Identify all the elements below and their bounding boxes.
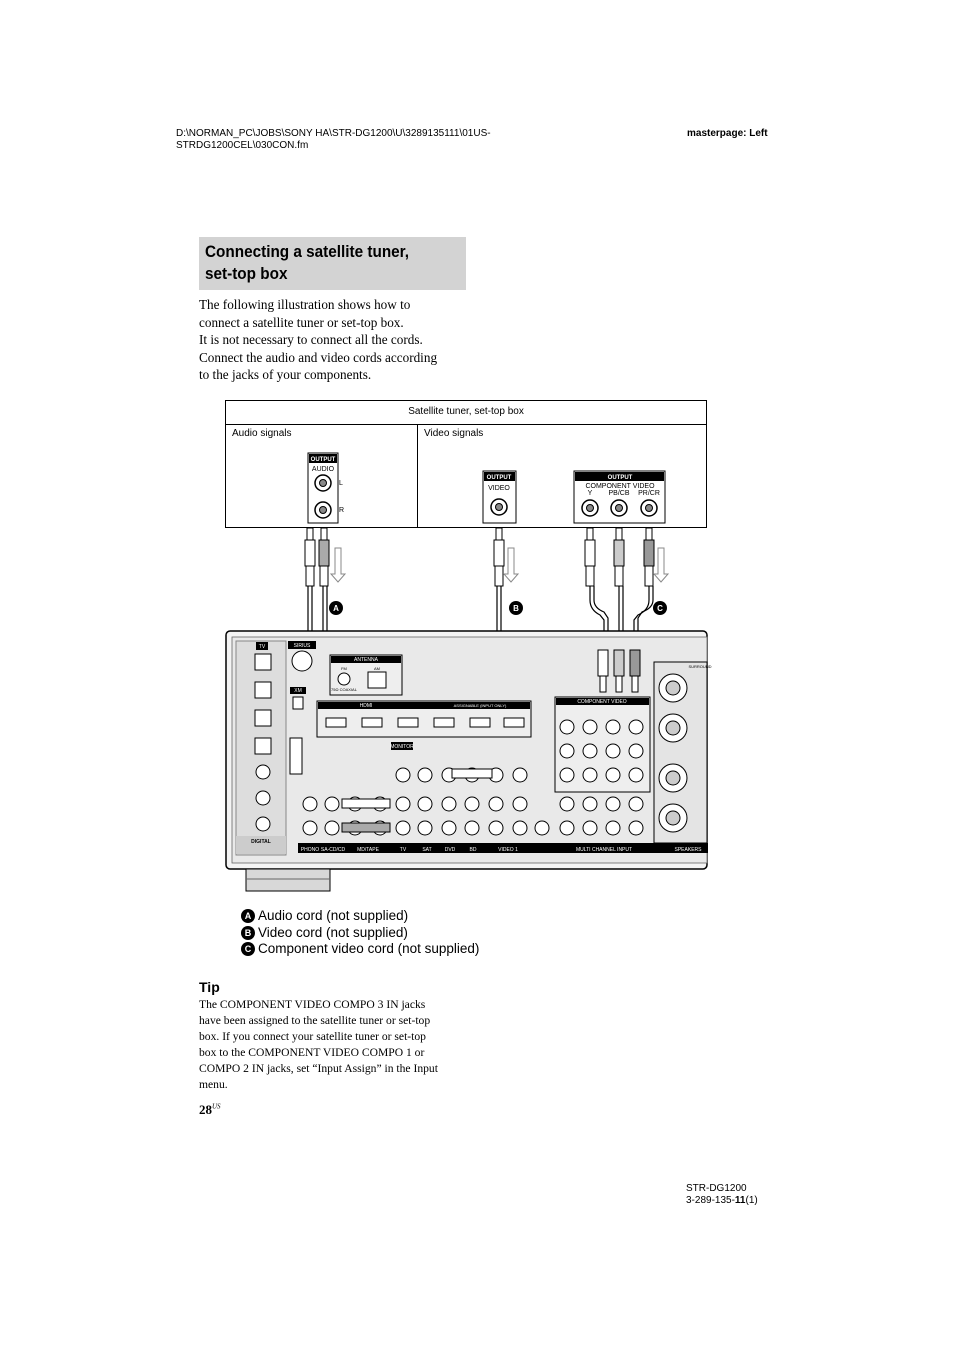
legend-c-badge: C [241,942,255,956]
tip-line: box to the COMPONENT VIDEO COMPO 1 or [199,1046,425,1059]
footer-block [686,1183,758,1207]
hdmi-assignable-label: ASSIGNABLE (INPUT ONLY) [453,703,507,708]
component-output-panel [574,471,665,523]
tip-heading: Tip [199,979,220,995]
file-path-line-2: STRDG1200CEL\030CON.fm [176,140,309,151]
hdmi-label: HDMI [359,703,373,709]
intro-line: Connect the audio and video cords according [199,349,438,365]
legend-item-c [241,941,479,958]
audio-label: AUDIO [311,466,335,473]
audio-output-label: OUTPUT [310,457,336,463]
sirius-label: SIRIUS [293,643,311,649]
pr-label: PR/CR [638,490,660,497]
video-output-label: OUTPUT [486,475,512,481]
coaxial-label: 75Ω COAXIAL [331,687,357,692]
tip-line: The COMPONENT VIDEO COMPO 3 IN jacks [199,998,426,1011]
cord-legend [241,908,479,958]
video1-label: VIDEO 1 [498,847,518,853]
antenna-label: ANTENNA [354,657,378,663]
tip-paragraph [199,997,438,1093]
tip-line: box. If you connect your satellite tuner or set-top [199,1030,426,1043]
legend-c-text: Component video cord (not supplied) [258,941,480,956]
fm-label: FM [341,666,347,671]
video-plug [494,528,518,586]
device-title: Satellite tuner, set-top box [226,401,706,425]
dvd-label: DVD [444,847,456,853]
sacd-label: SA-CD/CD [320,847,346,853]
legend-b-text: Video cord (not supplied) [258,924,408,940]
receiver-tv-label: TV [399,847,407,853]
video-signals-label: Video signals [424,428,484,439]
component-video-label: COMPONENT VIDEO [585,483,655,490]
marker-b [509,601,523,615]
component-output-label: OUTPUT [607,475,633,481]
masterpage-label: masterpage: Left [687,128,768,139]
audio-signals-label: Audio signals [232,428,292,439]
audio-l-label: L [339,480,343,487]
audio-plugs [305,528,345,586]
monitor-label: MONITOR [390,744,414,750]
tip-line: menu. [199,1078,228,1091]
marker-c-label: C [657,604,663,613]
legend-a-text: Audio cord (not supplied) [258,908,409,923]
marker-a [329,601,343,615]
legend-a-badge: A [241,909,255,923]
md-tape-label: MD/TAPE [357,847,379,853]
tip-line: have been assigned to the satellite tuner or set-top [199,1014,431,1027]
legend-item-a [241,908,479,925]
intro-line: to the jacks of your components. [199,367,372,382]
video-label: VIDEO [488,485,510,492]
page-number-suffix: US [212,1102,221,1111]
page-number-value: 28 [199,1102,212,1117]
audio-output-panel [308,453,344,523]
bd-label: BD [469,847,477,853]
xm-label: XM [294,688,302,694]
video-output-panel [483,471,516,523]
footer-code-prefix: 3-289-135- [686,1195,735,1206]
file-path-line-1: D:\NORMAN_PC\JOBS\SONY HA\STR-DG1200\U\3289135111\01US- [176,128,491,139]
legend-item-b [241,925,479,942]
footer-model: STR-DG1200 [686,1183,747,1194]
page-number [199,1102,221,1118]
section-title: Connecting a satellite tuner, set-top box [205,242,410,283]
digital-label: DIGITAL [251,839,271,845]
legend-b-badge: B [241,926,255,940]
intro-line: The following illustration shows how to [199,297,411,312]
surround-label: SURROUND [688,664,712,669]
speakers-label: SPEAKERS [674,847,702,853]
tip-line: COMPO 2 IN jacks, set “Input Assign” in the Input [199,1062,438,1075]
tv-label: TV [258,644,266,650]
phono-label: PHONO [300,847,320,853]
intro-line: connect a satellite tuner or set-top box. [199,314,404,330]
marker-c [653,601,667,615]
multi-channel-label: MULTI CHANNEL INPUT [575,847,633,853]
receiver-rear-panel [226,631,712,891]
y-label: Y [587,490,593,497]
audio-r-label: R [339,507,345,514]
footer-code-suffix: (1) [745,1195,758,1206]
marker-a-label: A [333,604,339,613]
pb-label: PB/CB [608,490,630,497]
intro-line: It is not necessary to connect all the cords. [199,332,423,347]
footer-code-bold: 11 [734,1195,746,1206]
component-plugs [585,528,668,586]
sat-label: SAT [422,847,432,853]
receiver-component-label: COMPONENT VIDEO [577,699,627,705]
marker-b-label: B [513,604,519,613]
am-label: AM [374,666,380,671]
footer-code [686,1195,758,1207]
